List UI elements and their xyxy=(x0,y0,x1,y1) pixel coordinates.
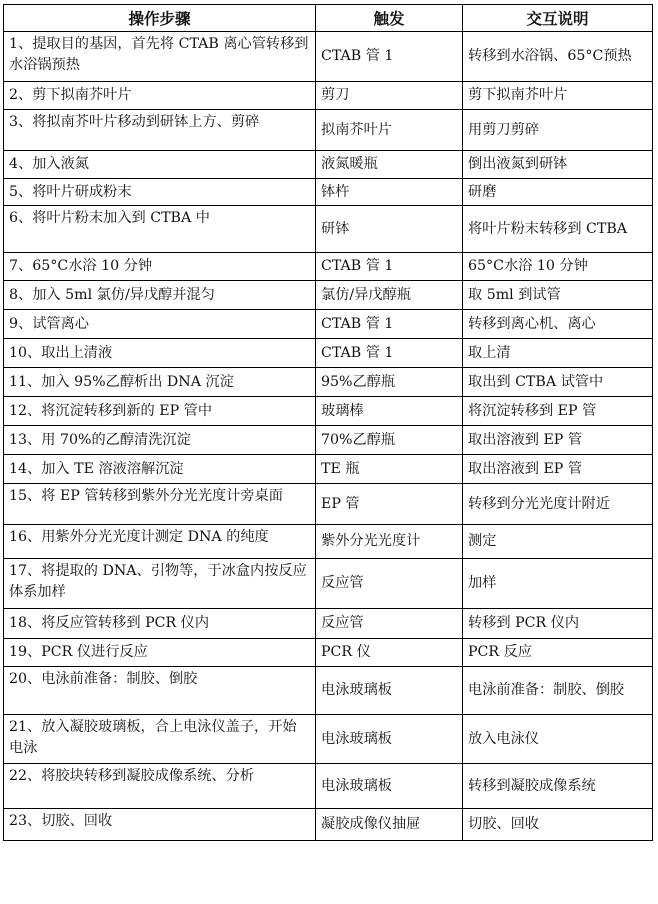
description-cell: 将叶片粉末转移到 CTBA xyxy=(463,206,653,253)
table-row xyxy=(4,339,653,368)
description-cell: 剪下拟南芥叶片 xyxy=(463,82,653,110)
step-cell: 3、将拟南芥叶片移动到研钵上方、剪碎 xyxy=(4,110,316,151)
description-cell: 研磨 xyxy=(463,179,653,206)
header-trigger: 触发 xyxy=(316,5,463,32)
description-cell: 电泳前准备：制胶、倒胶 xyxy=(463,667,653,715)
description-cell: 加样 xyxy=(463,559,653,609)
table-row xyxy=(4,32,653,82)
description-cell: 取出溶液到 EP 管 xyxy=(463,455,653,484)
table-row xyxy=(4,206,653,253)
step-cell: 23、切胶、回收 xyxy=(4,809,316,841)
trigger-cell: 95%乙醇瓶 xyxy=(316,368,463,397)
description-cell: 取出溶液到 EP 管 xyxy=(463,426,653,455)
description-cell: 转移到 PCR 仪内 xyxy=(463,609,653,639)
trigger-cell: 剪刀 xyxy=(316,82,463,110)
step-cell: 12、将沉淀转移到新的 EP 管中 xyxy=(4,397,316,426)
trigger-cell: 电泳玻璃板 xyxy=(316,715,463,764)
step-cell: 21、放入凝胶玻璃板，合上电泳仪盖子，开始电泳 xyxy=(4,715,316,764)
description-cell: 转移到分光光度计附近 xyxy=(463,484,653,525)
table-row xyxy=(4,151,653,179)
step-cell: 20、电泳前准备：制胶、倒胶 xyxy=(4,667,316,715)
description-cell: 将沉淀转移到 EP 管 xyxy=(463,397,653,426)
description-cell: 65°C水浴 10 分钟 xyxy=(463,253,653,281)
trigger-cell: 拟南芥叶片 xyxy=(316,110,463,151)
step-cell: 17、将提取的 DNA、引物等，于冰盒内按反应体系加样 xyxy=(4,559,316,609)
trigger-cell: 氯仿/异戊醇瓶 xyxy=(316,281,463,310)
step-cell: 9、试管离心 xyxy=(4,310,316,339)
step-cell: 19、PCR 仪进行反应 xyxy=(4,639,316,667)
table-body xyxy=(4,32,653,841)
table-row xyxy=(4,809,653,841)
table-row xyxy=(4,179,653,206)
table-row xyxy=(4,253,653,281)
trigger-cell: 研钵 xyxy=(316,206,463,253)
table-row xyxy=(4,639,653,667)
step-cell: 13、用 70%的乙醇清洗沉淀 xyxy=(4,426,316,455)
table-row xyxy=(4,525,653,559)
table-row xyxy=(4,368,653,397)
step-cell: 2、剪下拟南芥叶片 xyxy=(4,82,316,110)
table-row xyxy=(4,609,653,639)
trigger-cell: 电泳玻璃板 xyxy=(316,667,463,715)
trigger-cell: EP 管 xyxy=(316,484,463,525)
step-cell: 1、提取目的基因，首先将 CTAB 离心管转移到水浴锅预热 xyxy=(4,32,316,82)
table-row xyxy=(4,484,653,525)
table-row xyxy=(4,397,653,426)
table-row xyxy=(4,110,653,151)
header-description: 交互说明 xyxy=(463,5,653,32)
description-cell: PCR 反应 xyxy=(463,639,653,667)
step-cell: 5、将叶片研成粉末 xyxy=(4,179,316,206)
description-cell: 取 5ml 到试管 xyxy=(463,281,653,310)
trigger-cell: 电泳玻璃板 xyxy=(316,764,463,809)
description-cell: 用剪刀剪碎 xyxy=(463,110,653,151)
table-row xyxy=(4,281,653,310)
trigger-cell: PCR 仪 xyxy=(316,639,463,667)
description-cell: 转移到离心机、离心 xyxy=(463,310,653,339)
step-cell: 16、用紫外分光光度计测定 DNA 的纯度 xyxy=(4,525,316,559)
step-cell: 8、加入 5ml 氯仿/异戊醇并混匀 xyxy=(4,281,316,310)
step-cell: 6、将叶片粉末加入到 CTBA 中 xyxy=(4,206,316,253)
trigger-cell: 玻璃棒 xyxy=(316,397,463,426)
trigger-cell: 液氮暖瓶 xyxy=(316,151,463,179)
table-row xyxy=(4,426,653,455)
trigger-cell: 70%乙醇瓶 xyxy=(316,426,463,455)
trigger-cell: 反应管 xyxy=(316,559,463,609)
step-cell: 15、将 EP 管转移到紫外分光光度计旁桌面 xyxy=(4,484,316,525)
trigger-cell: CTAB 管 1 xyxy=(316,339,463,368)
description-cell: 测定 xyxy=(463,525,653,559)
header-step: 操作步骤 xyxy=(4,5,316,32)
step-cell: 4、加入液氮 xyxy=(4,151,316,179)
description-cell: 转移到凝胶成像系统 xyxy=(463,764,653,809)
table-row xyxy=(4,559,653,609)
step-cell: 7、65°C水浴 10 分钟 xyxy=(4,253,316,281)
table-row xyxy=(4,82,653,110)
table-row xyxy=(4,455,653,484)
step-cell: 18、将反应管转移到 PCR 仪内 xyxy=(4,609,316,639)
table-row xyxy=(4,715,653,764)
trigger-cell: 凝胶成像仪抽屉 xyxy=(316,809,463,841)
procedure-table xyxy=(3,4,653,841)
trigger-cell: 钵杵 xyxy=(316,179,463,206)
trigger-cell: 反应管 xyxy=(316,609,463,639)
table-row xyxy=(4,310,653,339)
description-cell: 取上清 xyxy=(463,339,653,368)
description-cell: 切胶、回收 xyxy=(463,809,653,841)
table-row xyxy=(4,667,653,715)
trigger-cell: CTAB 管 1 xyxy=(316,32,463,82)
step-cell: 22、将胶块转移到凝胶成像系统、分析 xyxy=(4,764,316,809)
table-header-row xyxy=(4,5,653,32)
trigger-cell: TE 瓶 xyxy=(316,455,463,484)
trigger-cell: CTAB 管 1 xyxy=(316,253,463,281)
description-cell: 取出到 CTBA 试管中 xyxy=(463,368,653,397)
step-cell: 10、取出上清液 xyxy=(4,339,316,368)
step-cell: 11、加入 95%乙醇析出 DNA 沉淀 xyxy=(4,368,316,397)
table-row xyxy=(4,764,653,809)
trigger-cell: CTAB 管 1 xyxy=(316,310,463,339)
description-cell: 倒出液氮到研钵 xyxy=(463,151,653,179)
step-cell: 14、加入 TE 溶液溶解沉淀 xyxy=(4,455,316,484)
trigger-cell: 紫外分光光度计 xyxy=(316,525,463,559)
description-cell: 放入电泳仪 xyxy=(463,715,653,764)
description-cell: 转移到水浴锅、65°C预热 xyxy=(463,32,653,82)
